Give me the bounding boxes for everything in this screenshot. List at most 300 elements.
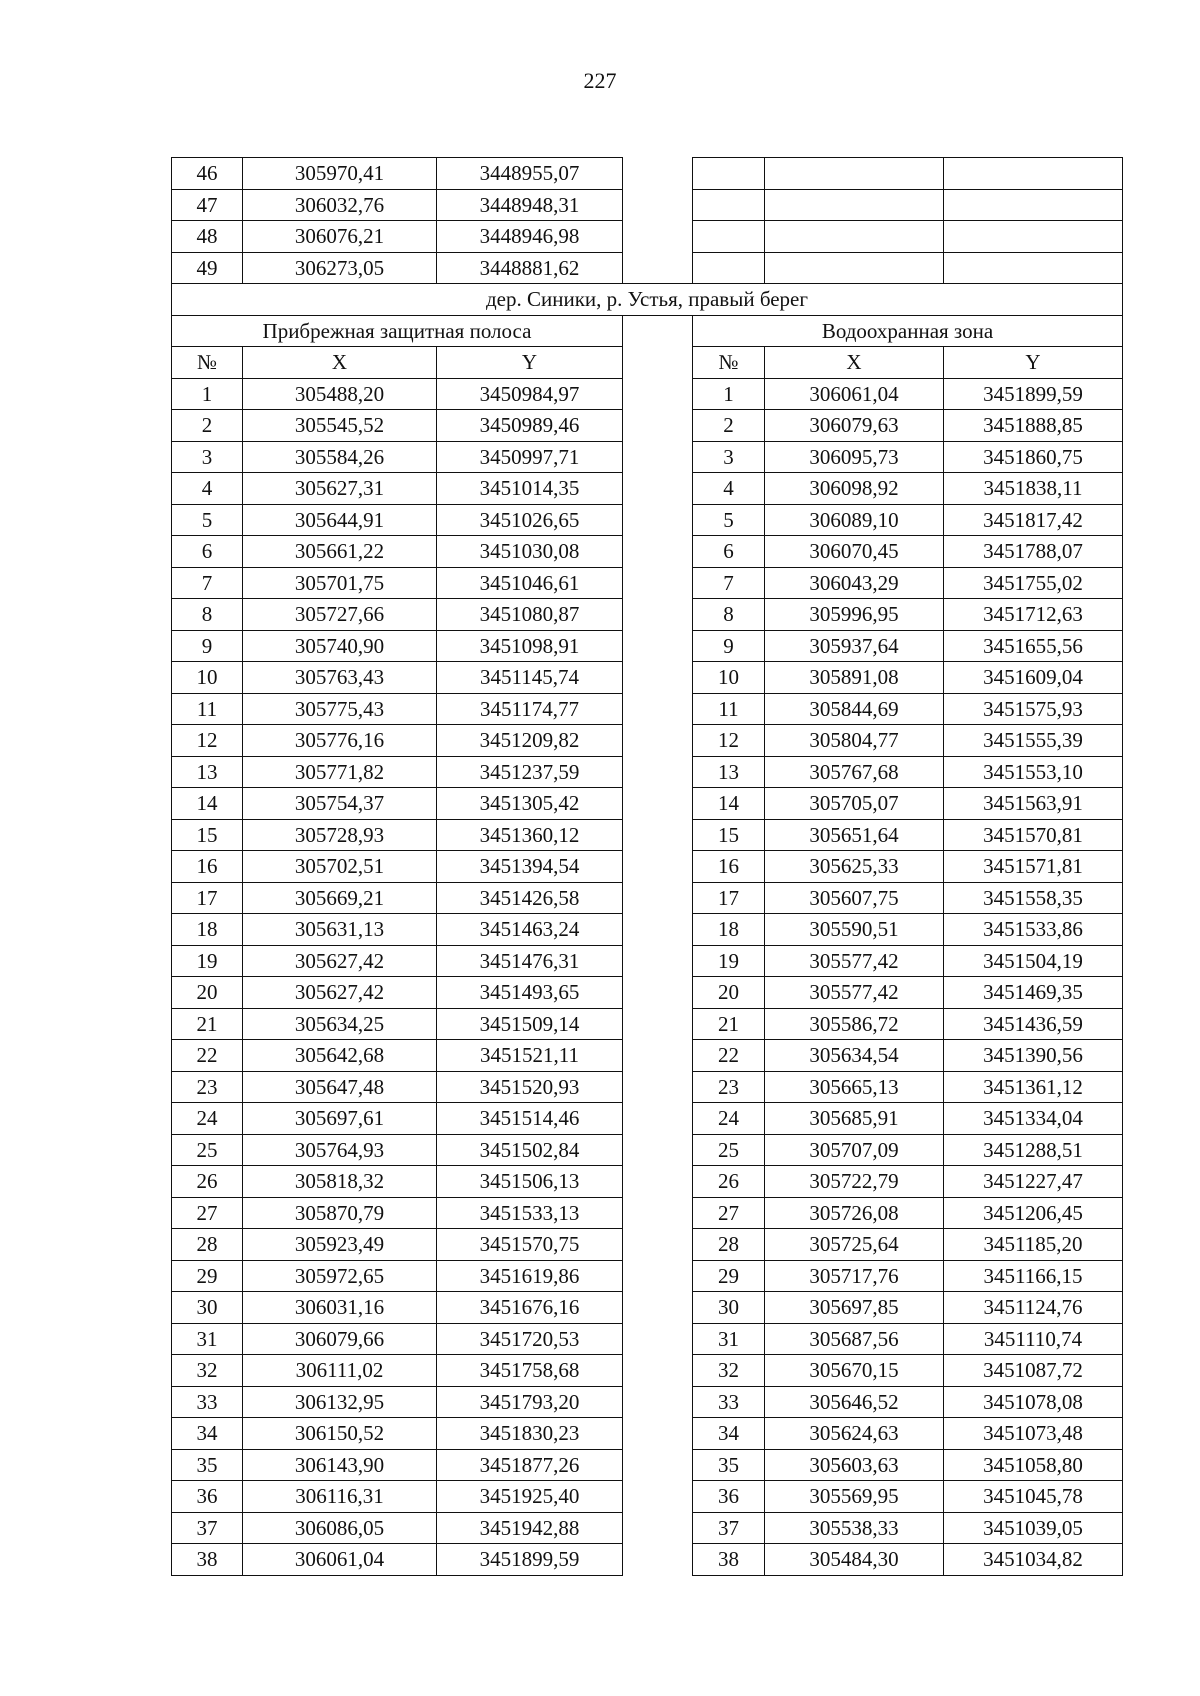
table-row [172, 1040, 1123, 1072]
left-point-number: 25 [172, 1134, 243, 1166]
coordinates-table [171, 157, 1123, 1576]
left-coord-x: 305818,32 [243, 1166, 437, 1198]
right-coord-x: 305586,72 [765, 1008, 944, 1040]
right-coord-y: 3451563,91 [944, 788, 1123, 820]
right-point-number: 30 [693, 1292, 765, 1324]
table-row [172, 410, 1123, 442]
right-coord-x: 305603,63 [765, 1449, 944, 1481]
table-row [172, 1355, 1123, 1387]
table-row [172, 1103, 1123, 1135]
column-gap [623, 788, 693, 820]
right-point-number: 26 [693, 1166, 765, 1198]
left-block-title: Прибрежная защитная полоса [172, 315, 623, 347]
left-point-number: 21 [172, 1008, 243, 1040]
right-point-number: 29 [693, 1260, 765, 1292]
right-coord-x: 305996,95 [765, 599, 944, 631]
left-point-number: 33 [172, 1386, 243, 1418]
left-coord-y: 3451360,12 [437, 819, 623, 851]
table-row [172, 1071, 1123, 1103]
column-gap [623, 630, 693, 662]
left-point-number: 12 [172, 725, 243, 757]
column-gap [623, 1512, 693, 1544]
empty-cell [765, 252, 944, 284]
table-row [172, 567, 1123, 599]
left-point-number: 38 [172, 1544, 243, 1576]
right-point-number: 16 [693, 851, 765, 883]
right-point-number: 20 [693, 977, 765, 1009]
right-coord-x: 305804,77 [765, 725, 944, 757]
left-coord-y: 3451533,13 [437, 1197, 623, 1229]
left-coord-y: 3451793,20 [437, 1386, 623, 1418]
right-point-number: 27 [693, 1197, 765, 1229]
section-body [172, 284, 1123, 1576]
left-point-number: 2 [172, 410, 243, 442]
column-gap [623, 851, 693, 883]
left-coord-y: 3451720,53 [437, 1323, 623, 1355]
column-gap [623, 662, 693, 694]
table-row [172, 1386, 1123, 1418]
left-coord-x: 305644,91 [243, 504, 437, 536]
column-gap [623, 252, 693, 284]
right-coord-x: 305726,08 [765, 1197, 944, 1229]
left-point-number: 1 [172, 378, 243, 410]
right-point-number: 33 [693, 1386, 765, 1418]
coord-x: 305970,41 [243, 158, 437, 190]
right-coord-x: 305651,64 [765, 819, 944, 851]
right-coord-x: 305844,69 [765, 693, 944, 725]
left-coord-y: 3451305,42 [437, 788, 623, 820]
coord-y: 3448948,31 [437, 189, 623, 221]
column-gap [623, 1355, 693, 1387]
right-point-number: 38 [693, 1544, 765, 1576]
right-coord-x: 305687,56 [765, 1323, 944, 1355]
right-point-number: 11 [693, 693, 765, 725]
left-coord-y: 3451476,31 [437, 945, 623, 977]
column-gap [623, 1134, 693, 1166]
column-gap [623, 1071, 693, 1103]
continuation-rows [172, 158, 1123, 284]
left-coord-y: 3451174,77 [437, 693, 623, 725]
right-coord-x: 306098,92 [765, 473, 944, 505]
right-point-number: 15 [693, 819, 765, 851]
right-coord-y: 3451609,04 [944, 662, 1123, 694]
left-coord-y: 3450984,97 [437, 378, 623, 410]
right-coord-y: 3451504,19 [944, 945, 1123, 977]
empty-cell [765, 189, 944, 221]
left-coord-y: 3451145,74 [437, 662, 623, 694]
column-gap [623, 1166, 693, 1198]
left-coord-x: 305754,37 [243, 788, 437, 820]
coord-x: 306076,21 [243, 221, 437, 253]
table-row [172, 1512, 1123, 1544]
left-coord-x: 305627,42 [243, 945, 437, 977]
left-point-number: 14 [172, 788, 243, 820]
left-coord-y: 3451520,93 [437, 1071, 623, 1103]
right-coord-y: 3451558,35 [944, 882, 1123, 914]
column-gap [623, 441, 693, 473]
column-gap [623, 567, 693, 599]
right-coord-y: 3451058,80 [944, 1449, 1123, 1481]
right-coord-y: 3451817,42 [944, 504, 1123, 536]
left-coord-y: 3451877,26 [437, 1449, 623, 1481]
table-row [172, 725, 1123, 757]
table-row [172, 189, 1123, 221]
right-coord-y: 3451206,45 [944, 1197, 1123, 1229]
right-coord-x: 306070,45 [765, 536, 944, 568]
table-row [172, 441, 1123, 473]
right-header-x: X [765, 347, 944, 379]
column-gap [623, 1040, 693, 1072]
column-gap [623, 914, 693, 946]
left-coord-y: 3451426,58 [437, 882, 623, 914]
table-row [172, 1544, 1123, 1576]
left-coord-x: 305669,21 [243, 882, 437, 914]
right-point-number: 12 [693, 725, 765, 757]
left-coord-y: 3451014,35 [437, 473, 623, 505]
table-row [172, 1418, 1123, 1450]
right-point-number: 9 [693, 630, 765, 662]
right-point-number: 8 [693, 599, 765, 631]
left-coord-x: 305697,61 [243, 1103, 437, 1135]
right-coord-y: 3451533,86 [944, 914, 1123, 946]
table-row [172, 1481, 1123, 1513]
table-row [172, 819, 1123, 851]
column-gap [623, 1260, 693, 1292]
left-coord-x: 305763,43 [243, 662, 437, 694]
column-gap [623, 1197, 693, 1229]
left-coord-y: 3450997,71 [437, 441, 623, 473]
table-row [172, 536, 1123, 568]
column-gap [623, 315, 693, 347]
left-point-number: 7 [172, 567, 243, 599]
column-gap [623, 693, 693, 725]
column-gap [623, 882, 693, 914]
right-point-number: 21 [693, 1008, 765, 1040]
left-point-number: 34 [172, 1418, 243, 1450]
table-row [172, 221, 1123, 253]
right-point-number: 19 [693, 945, 765, 977]
coord-y: 3448881,62 [437, 252, 623, 284]
column-gap [623, 1103, 693, 1135]
right-coord-y: 3451034,82 [944, 1544, 1123, 1576]
right-coord-y: 3451288,51 [944, 1134, 1123, 1166]
right-point-number: 1 [693, 378, 765, 410]
right-coord-x: 305590,51 [765, 914, 944, 946]
left-coord-y: 3451046,61 [437, 567, 623, 599]
right-coord-y: 3451045,78 [944, 1481, 1123, 1513]
right-point-number: 28 [693, 1229, 765, 1261]
table-row [172, 788, 1123, 820]
left-coord-y: 3451570,75 [437, 1229, 623, 1261]
right-point-number: 35 [693, 1449, 765, 1481]
right-coord-x: 305722,79 [765, 1166, 944, 1198]
table-row [172, 662, 1123, 694]
column-gap [623, 221, 693, 253]
left-coord-x: 306143,90 [243, 1449, 437, 1481]
left-coord-x: 305627,42 [243, 977, 437, 1009]
right-coord-y: 3451124,76 [944, 1292, 1123, 1324]
right-block-title: Водоохранная зона [693, 315, 1123, 347]
left-coord-y: 3451676,16 [437, 1292, 623, 1324]
right-coord-x: 306061,04 [765, 378, 944, 410]
left-point-number: 26 [172, 1166, 243, 1198]
right-point-number: 34 [693, 1418, 765, 1450]
column-gap [623, 1229, 693, 1261]
column-gap [623, 378, 693, 410]
left-coord-x: 305488,20 [243, 378, 437, 410]
left-point-number: 31 [172, 1323, 243, 1355]
left-coord-x: 305661,22 [243, 536, 437, 568]
column-gap [623, 945, 693, 977]
left-coord-y: 3451619,86 [437, 1260, 623, 1292]
right-coord-x: 305625,33 [765, 851, 944, 883]
right-point-number: 2 [693, 410, 765, 442]
left-coord-x: 306086,05 [243, 1512, 437, 1544]
left-point-number: 24 [172, 1103, 243, 1135]
table-row [172, 1323, 1123, 1355]
left-coord-y: 3451899,59 [437, 1544, 623, 1576]
right-coord-x: 305484,30 [765, 1544, 944, 1576]
left-coord-x: 305647,48 [243, 1071, 437, 1103]
right-point-number: 25 [693, 1134, 765, 1166]
right-coord-y: 3451899,59 [944, 378, 1123, 410]
left-coord-x: 305701,75 [243, 567, 437, 599]
coord-x: 306273,05 [243, 252, 437, 284]
right-coord-x: 305577,42 [765, 945, 944, 977]
left-coord-y: 3451506,13 [437, 1166, 623, 1198]
left-coord-y: 3451942,88 [437, 1512, 623, 1544]
right-point-number: 37 [693, 1512, 765, 1544]
right-point-number: 10 [693, 662, 765, 694]
right-coord-x: 305670,15 [765, 1355, 944, 1387]
left-coord-x: 305728,93 [243, 819, 437, 851]
column-gap [623, 158, 693, 190]
left-header-x: X [243, 347, 437, 379]
left-point-number: 16 [172, 851, 243, 883]
column-gap [623, 1481, 693, 1513]
left-point-number: 13 [172, 756, 243, 788]
right-point-number: 4 [693, 473, 765, 505]
section-title-row [172, 284, 1123, 316]
right-point-number: 17 [693, 882, 765, 914]
right-coord-y: 3451334,04 [944, 1103, 1123, 1135]
right-coord-x: 305607,75 [765, 882, 944, 914]
column-gap [623, 599, 693, 631]
right-coord-y: 3451039,05 [944, 1512, 1123, 1544]
right-header-y: Y [944, 347, 1123, 379]
left-coord-x: 305642,68 [243, 1040, 437, 1072]
right-coord-x: 305891,08 [765, 662, 944, 694]
column-gap [623, 347, 693, 379]
right-point-number: 5 [693, 504, 765, 536]
left-coord-x: 306079,66 [243, 1323, 437, 1355]
left-coord-y: 3451030,08 [437, 536, 623, 568]
point-number: 46 [172, 158, 243, 190]
left-coord-x: 305972,65 [243, 1260, 437, 1292]
left-coord-y: 3451521,11 [437, 1040, 623, 1072]
right-coord-y: 3451185,20 [944, 1229, 1123, 1261]
right-coord-x: 305665,13 [765, 1071, 944, 1103]
left-coord-x: 305776,16 [243, 725, 437, 757]
left-coord-x: 306116,31 [243, 1481, 437, 1513]
right-point-number: 23 [693, 1071, 765, 1103]
coord-y: 3448946,98 [437, 221, 623, 253]
column-gap [623, 1386, 693, 1418]
left-coord-x: 305764,93 [243, 1134, 437, 1166]
right-point-number: 31 [693, 1323, 765, 1355]
right-point-number: 36 [693, 1481, 765, 1513]
right-coord-y: 3451110,74 [944, 1323, 1123, 1355]
left-coord-x: 305627,31 [243, 473, 437, 505]
table-row [172, 1292, 1123, 1324]
column-gap [623, 504, 693, 536]
table-row [172, 851, 1123, 883]
empty-cell [944, 158, 1123, 190]
right-point-number: 3 [693, 441, 765, 473]
left-point-number: 28 [172, 1229, 243, 1261]
left-coord-x: 305634,25 [243, 1008, 437, 1040]
left-point-number: 8 [172, 599, 243, 631]
left-coord-y: 3451493,65 [437, 977, 623, 1009]
left-coord-x: 305775,43 [243, 693, 437, 725]
left-header-y: Y [437, 347, 623, 379]
empty-cell [693, 189, 765, 221]
right-coord-y: 3451570,81 [944, 819, 1123, 851]
right-point-number: 6 [693, 536, 765, 568]
column-gap [623, 1008, 693, 1040]
table-row [172, 1449, 1123, 1481]
left-point-number: 35 [172, 1449, 243, 1481]
right-point-number: 7 [693, 567, 765, 599]
right-coord-y: 3451469,35 [944, 977, 1123, 1009]
left-coord-y: 3451394,54 [437, 851, 623, 883]
table-row [172, 1260, 1123, 1292]
right-coord-y: 3451755,02 [944, 567, 1123, 599]
point-number: 47 [172, 189, 243, 221]
empty-cell [693, 158, 765, 190]
right-coord-x: 305705,07 [765, 788, 944, 820]
right-coord-y: 3451575,93 [944, 693, 1123, 725]
table-row [172, 882, 1123, 914]
left-coord-x: 306150,52 [243, 1418, 437, 1450]
table-row [172, 914, 1123, 946]
left-coord-x: 305740,90 [243, 630, 437, 662]
right-coord-y: 3451087,72 [944, 1355, 1123, 1387]
left-header-number: № [172, 347, 243, 379]
right-coord-x: 305685,91 [765, 1103, 944, 1135]
left-coord-y: 3451080,87 [437, 599, 623, 631]
left-coord-y: 3451463,24 [437, 914, 623, 946]
right-coord-x: 305697,85 [765, 1292, 944, 1324]
table-row [172, 473, 1123, 505]
right-coord-x: 305937,64 [765, 630, 944, 662]
column-gap [623, 536, 693, 568]
table-row [172, 945, 1123, 977]
table-row [172, 1134, 1123, 1166]
left-coord-y: 3451098,91 [437, 630, 623, 662]
table-row [172, 1166, 1123, 1198]
right-coord-x: 305577,42 [765, 977, 944, 1009]
right-coord-x: 305538,33 [765, 1512, 944, 1544]
left-coord-x: 305923,49 [243, 1229, 437, 1261]
left-point-number: 37 [172, 1512, 243, 1544]
left-coord-y: 3451830,23 [437, 1418, 623, 1450]
right-coord-y: 3451838,11 [944, 473, 1123, 505]
coord-x: 306032,76 [243, 189, 437, 221]
table-row [172, 1197, 1123, 1229]
left-point-number: 5 [172, 504, 243, 536]
right-coord-x: 306079,63 [765, 410, 944, 442]
coord-y: 3448955,07 [437, 158, 623, 190]
column-gap [623, 189, 693, 221]
right-coord-y: 3451390,56 [944, 1040, 1123, 1072]
right-coord-y: 3451553,10 [944, 756, 1123, 788]
right-coord-y: 3451227,47 [944, 1166, 1123, 1198]
table-row [172, 158, 1123, 190]
empty-cell [693, 252, 765, 284]
right-coord-x: 305725,64 [765, 1229, 944, 1261]
left-point-number: 30 [172, 1292, 243, 1324]
right-point-number: 14 [693, 788, 765, 820]
table-row [172, 977, 1123, 1009]
table-row [172, 252, 1123, 284]
left-coord-y: 3451509,14 [437, 1008, 623, 1040]
right-coord-y: 3451078,08 [944, 1386, 1123, 1418]
table-row [172, 1229, 1123, 1261]
right-point-number: 24 [693, 1103, 765, 1135]
left-coord-y: 3451514,46 [437, 1103, 623, 1135]
table-row [172, 630, 1123, 662]
column-gap [623, 1418, 693, 1450]
right-coord-y: 3451712,63 [944, 599, 1123, 631]
left-point-number: 36 [172, 1481, 243, 1513]
left-point-number: 29 [172, 1260, 243, 1292]
left-point-number: 9 [172, 630, 243, 662]
right-header-number: № [693, 347, 765, 379]
left-point-number: 23 [172, 1071, 243, 1103]
empty-cell [693, 221, 765, 253]
right-coord-x: 305569,95 [765, 1481, 944, 1513]
table-row [172, 1008, 1123, 1040]
column-gap [623, 1292, 693, 1324]
left-point-number: 4 [172, 473, 243, 505]
left-coord-y: 3450989,46 [437, 410, 623, 442]
column-gap [623, 1323, 693, 1355]
left-point-number: 15 [172, 819, 243, 851]
left-coord-x: 305631,13 [243, 914, 437, 946]
empty-cell [944, 189, 1123, 221]
right-coord-x: 306095,73 [765, 441, 944, 473]
left-point-number: 22 [172, 1040, 243, 1072]
left-coord-y: 3451502,84 [437, 1134, 623, 1166]
left-coord-x: 305584,26 [243, 441, 437, 473]
right-coord-y: 3451361,12 [944, 1071, 1123, 1103]
left-point-number: 18 [172, 914, 243, 946]
table-row [172, 756, 1123, 788]
column-gap [623, 725, 693, 757]
left-coord-x: 305702,51 [243, 851, 437, 883]
column-gap [623, 1544, 693, 1576]
right-point-number: 22 [693, 1040, 765, 1072]
right-coord-x: 305624,63 [765, 1418, 944, 1450]
right-coord-x: 306043,29 [765, 567, 944, 599]
table-row [172, 504, 1123, 536]
left-coord-x: 305727,66 [243, 599, 437, 631]
right-point-number: 13 [693, 756, 765, 788]
left-coord-y: 3451758,68 [437, 1355, 623, 1387]
column-gap [623, 473, 693, 505]
right-coord-x: 305646,52 [765, 1386, 944, 1418]
